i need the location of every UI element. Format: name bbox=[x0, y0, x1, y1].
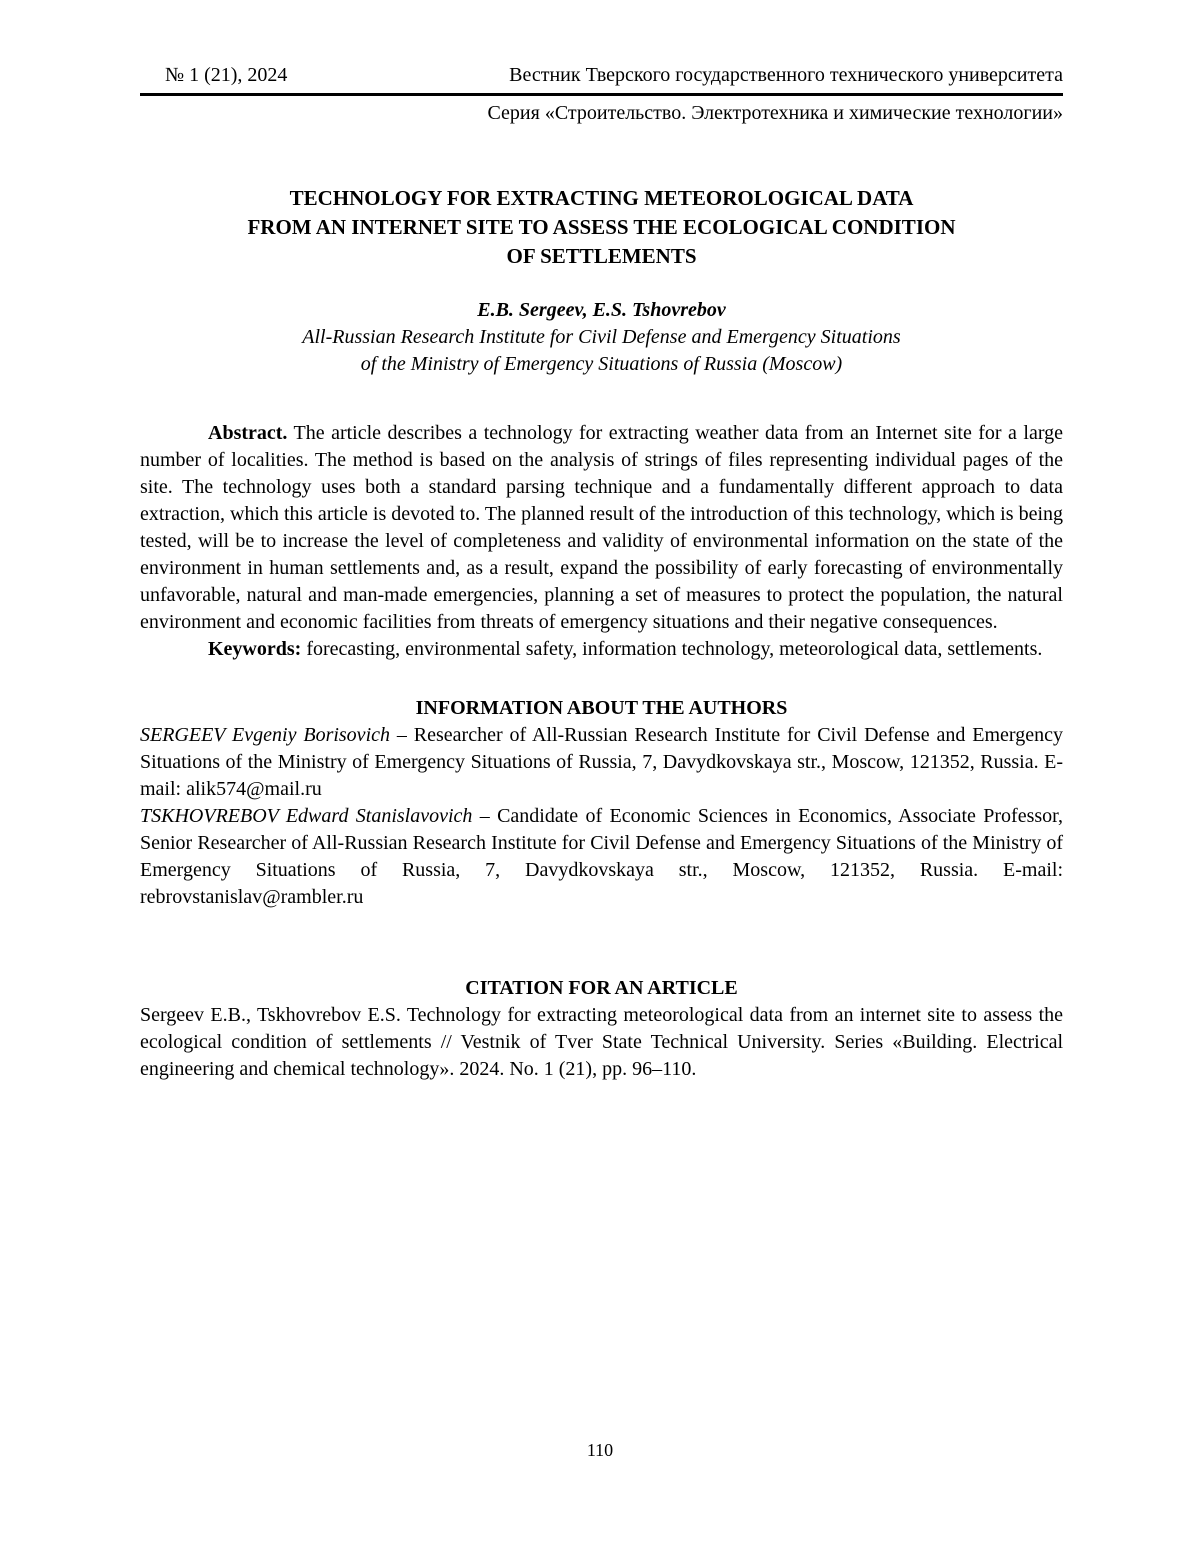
author-name-2: TSKHOVREBOV Edward Stanislavovich bbox=[140, 805, 473, 827]
keywords-paragraph bbox=[140, 636, 1063, 663]
abstract-block bbox=[140, 420, 1063, 663]
citation-heading: CITATION FOR AN ARTICLE bbox=[465, 977, 738, 999]
header-rule bbox=[140, 93, 1063, 96]
abstract-text: The article describes a technology for extracting weather data from an Internet site for a large number of localities. The method is based on the analysis of strings of files representing individual pages of the site. The technology uses both a standard parsing technique and a fundamentally different approach to data extraction, which this article is devoted to. The planned result of the introduction of this technology, which is being tested, will be to increase the level of completeness and validity of environmental information on the state of the environment in human settlements and, as a result, expand the possibility of early forecasting of environmentally unfavorable, natural and man-made emergencies, planning a set of measures to protect the population, the natural environment and economic facilities from threats of emergency situations and their negative consequences. bbox=[140, 422, 1063, 633]
authors-info-heading: INFORMATION ABOUT THE AUTHORS bbox=[415, 697, 788, 719]
journal-issue: № 1 (21), 2024 bbox=[165, 64, 288, 86]
article-title-line-1: TECHNOLOGY FOR EXTRACTING METEOROLOGICAL DATA bbox=[289, 186, 914, 210]
author-email-1: alik574@mail.ru bbox=[186, 778, 322, 800]
journal-header bbox=[140, 62, 1063, 88]
abstract-paragraph bbox=[140, 420, 1063, 636]
page-number: 110 bbox=[586, 1440, 614, 1460]
keywords-text: forecasting, environmental safety, information technology, meteorological data, settlements. bbox=[301, 638, 1043, 660]
article-title bbox=[140, 184, 1063, 271]
author-email-2: rebrovstanislav@rambler.ru bbox=[140, 886, 364, 908]
article-authors: E.B. Sergeev, E.S. Tshovrebov bbox=[477, 299, 726, 321]
article-title-line-3: OF SETTLEMENTS bbox=[506, 244, 697, 268]
author-bio-text-1: – Researcher of All-Russian Research Institute for Civil Defense and Emergency Situations of the Ministry of Emergency Situations of Russia, 7, Davydkovskaya str., Moscow, 121352, Russia. E-mail: bbox=[140, 724, 1063, 800]
author-bio-text-2: – Candidate of Economic Sciences in Economics, Associate Professor, Senior Researcher of All-Russian Research Institute for Civil Defense and Emergency Situations of the Ministry of Emergency Situations of Russia, 7, Davydkovskaya str., Moscow, 121352, Russia. E-mail: bbox=[140, 805, 1063, 881]
article-affiliation bbox=[140, 324, 1063, 378]
affiliation-line-2: of the Ministry of Emergency Situations of Russia (Moscow) bbox=[360, 353, 843, 375]
keywords-label: Keywords: bbox=[208, 638, 302, 660]
article-title-line-2: FROM AN INTERNET SITE TO ASSESS THE ECOLOGICAL CONDITION bbox=[247, 215, 956, 239]
journal-title: Вестник Тверского государственного технического университета bbox=[509, 64, 1063, 86]
journal-series: Серия «Строительство. Электротехника и химические технологии» bbox=[487, 102, 1063, 124]
abstract-label: Abstract. bbox=[208, 422, 288, 444]
author-bio-2 bbox=[140, 803, 1063, 911]
citation-text: Sergeev E.B., Tskhovrebov E.S. Technology for extracting meteorological data from an internet site to assess the ecological condition of settlements // Vestnik of Tver State Technical University. Series «Building. Electrical engineering and chemical technology». 2024. No. 1 (21), pp. 96–110. bbox=[140, 1004, 1063, 1080]
author-bio-1 bbox=[140, 722, 1063, 803]
author-name-1: SERGEEV Evgeniy Borisovich bbox=[140, 724, 390, 746]
affiliation-line-1: All-Russian Research Institute for Civil Defense and Emergency Situations bbox=[302, 326, 901, 348]
